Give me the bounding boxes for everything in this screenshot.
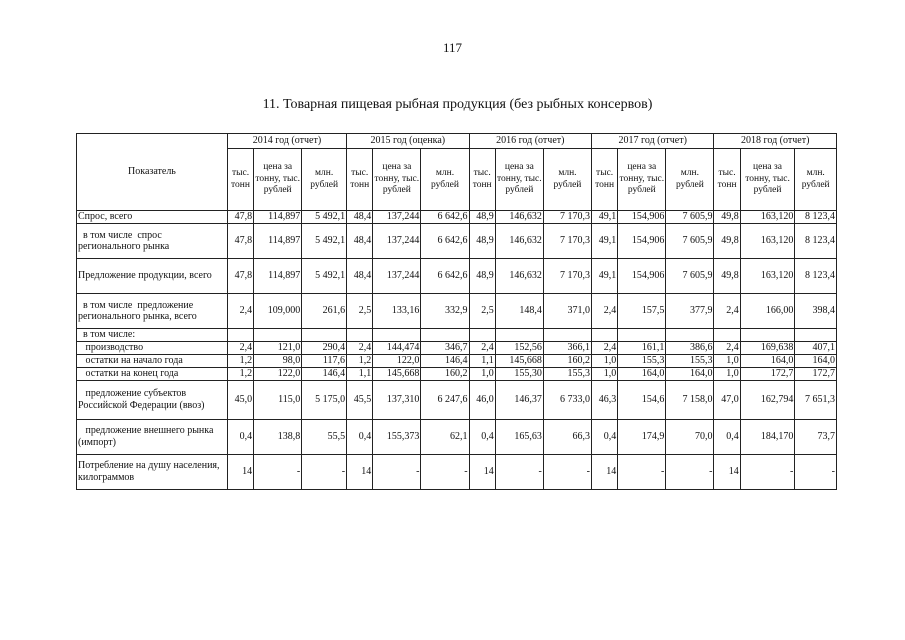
table-cell: 137,310 xyxy=(373,380,421,419)
table-cell: 7 158,0 xyxy=(666,380,714,419)
table-cell xyxy=(714,329,740,342)
table-cell: 155,3 xyxy=(666,354,714,367)
table-cell: 169,638 xyxy=(740,341,795,354)
table-cell: 49,1 xyxy=(592,224,618,259)
unit-header: цена за тонну, тыс. рублей xyxy=(740,149,795,211)
table-cell: 1,1 xyxy=(469,354,495,367)
table-cell: 14 xyxy=(227,454,253,489)
table-cell: 2,4 xyxy=(227,294,253,329)
table-cell: 2,5 xyxy=(469,294,495,329)
table-row xyxy=(77,224,837,259)
table-cell: 114,897 xyxy=(254,224,302,259)
table-cell: 14 xyxy=(469,454,495,489)
unit-header: тыс. тонн xyxy=(227,149,253,211)
table-cell: 55,5 xyxy=(302,419,347,454)
table-cell: 155,3 xyxy=(543,367,591,380)
table-cell: 1,0 xyxy=(592,354,618,367)
table-cell: 160,2 xyxy=(543,354,591,367)
table-cell: 152,56 xyxy=(495,341,543,354)
row-label: остатки на начало года xyxy=(77,354,228,367)
table-cell: 2,4 xyxy=(592,341,618,354)
table-cell: 122,0 xyxy=(373,354,421,367)
table-cell: 48,9 xyxy=(469,211,495,224)
table-cell: 1,0 xyxy=(469,367,495,380)
table-cell: 138,8 xyxy=(254,419,302,454)
table-cell: - xyxy=(495,454,543,489)
table-cell: - xyxy=(543,454,591,489)
table-cell: 115,0 xyxy=(254,380,302,419)
unit-header: тыс. тонн xyxy=(714,149,740,211)
table-cell: - xyxy=(666,454,714,489)
table-cell: 14 xyxy=(347,454,373,489)
table-cell: 0,4 xyxy=(469,419,495,454)
table-cell: 7 605,9 xyxy=(666,211,714,224)
table-cell: 46,0 xyxy=(469,380,495,419)
page-number: 117 xyxy=(442,40,463,55)
table-cell: 165,63 xyxy=(495,419,543,454)
row-label: в том числе спрос регионального рынка xyxy=(77,224,228,259)
unit-header: млн. рублей xyxy=(666,149,714,211)
table-cell: 371,0 xyxy=(543,294,591,329)
table-row xyxy=(77,259,837,294)
table-cell: 6 642,6 xyxy=(421,224,469,259)
table-cell: 145,668 xyxy=(373,367,421,380)
row-label: предложение субъектов Российской Федерации (ввоз) xyxy=(77,380,228,419)
table-cell: 157,5 xyxy=(618,294,666,329)
table-cell: 166,00 xyxy=(740,294,795,329)
table-cell: 137,244 xyxy=(373,224,421,259)
unit-header: цена за тонну, тыс. рублей xyxy=(618,149,666,211)
table-cell: 45,5 xyxy=(347,380,373,419)
table-cell: 184,170 xyxy=(740,419,795,454)
table-cell: 146,632 xyxy=(495,259,543,294)
table-row xyxy=(77,341,837,354)
row-label: Потребление на душу населения, килограммов xyxy=(77,454,228,489)
table-cell: 2,4 xyxy=(347,341,373,354)
table-cell: 146,37 xyxy=(495,380,543,419)
table-cell: 2,4 xyxy=(714,294,740,329)
unit-header: млн. рублей xyxy=(421,149,469,211)
unit-header: тыс. тонн xyxy=(347,149,373,211)
table-cell: 7 170,3 xyxy=(543,211,591,224)
table-cell: - xyxy=(373,454,421,489)
unit-header: тыс. тонн xyxy=(469,149,495,211)
table-cell: 146,632 xyxy=(495,211,543,224)
table-cell: 172,7 xyxy=(795,367,837,380)
table-cell: 6 733,0 xyxy=(543,380,591,419)
row-label: остатки на конец года xyxy=(77,367,228,380)
table-cell: 1,2 xyxy=(227,354,253,367)
table-cell: 1,0 xyxy=(592,367,618,380)
table-row xyxy=(77,211,837,224)
table-cell: 332,9 xyxy=(421,294,469,329)
year-header-row xyxy=(77,134,837,149)
table-cell: 0,4 xyxy=(714,419,740,454)
table-cell: 62,1 xyxy=(421,419,469,454)
table-cell xyxy=(421,329,469,342)
table-cell: 0,4 xyxy=(592,419,618,454)
table-cell: 14 xyxy=(592,454,618,489)
table-cell: 148,4 xyxy=(495,294,543,329)
table-cell: 145,668 xyxy=(495,354,543,367)
unit-header: млн. рублей xyxy=(302,149,347,211)
table-cell xyxy=(795,329,837,342)
table-cell: 2,4 xyxy=(469,341,495,354)
table-cell: 7 651,3 xyxy=(795,380,837,419)
table-cell: 121,0 xyxy=(254,341,302,354)
table-cell: 0,4 xyxy=(347,419,373,454)
table-cell: 160,2 xyxy=(421,367,469,380)
table-cell: - xyxy=(740,454,795,489)
table-cell: 174,9 xyxy=(618,419,666,454)
table-cell: 154,906 xyxy=(618,211,666,224)
table-row xyxy=(77,294,837,329)
table-cell: 164,0 xyxy=(618,367,666,380)
table-cell: 2,4 xyxy=(227,341,253,354)
table-cell: 7 170,3 xyxy=(543,259,591,294)
row-label: в том числе предложение регионального рынка, всего xyxy=(77,294,228,329)
table-cell: 407,1 xyxy=(795,341,837,354)
table-row xyxy=(77,329,837,342)
table-cell xyxy=(543,329,591,342)
table-cell: 47,8 xyxy=(227,224,253,259)
table-cell: 6 642,6 xyxy=(421,259,469,294)
table-cell xyxy=(666,329,714,342)
table-cell: 1,2 xyxy=(347,354,373,367)
table-cell: 137,244 xyxy=(373,211,421,224)
table-cell xyxy=(373,329,421,342)
table-cell: 154,6 xyxy=(618,380,666,419)
table-cell: 48,4 xyxy=(347,259,373,294)
table-cell xyxy=(495,329,543,342)
row-label: Предложение продукции, всего xyxy=(77,259,228,294)
table-cell: 366,1 xyxy=(543,341,591,354)
year-header: 2015 год (оценка) xyxy=(347,134,469,149)
table-cell: 8 123,4 xyxy=(795,224,837,259)
table-cell xyxy=(254,329,302,342)
table-cell: 1,1 xyxy=(347,367,373,380)
table-cell: 114,897 xyxy=(254,259,302,294)
table-body xyxy=(77,211,837,490)
table-cell: 47,8 xyxy=(227,211,253,224)
table-cell: 5 175,0 xyxy=(302,380,347,419)
unit-header: тыс. тонн xyxy=(592,149,618,211)
table-cell: 49,1 xyxy=(592,211,618,224)
table-cell xyxy=(302,329,347,342)
table-cell: 162,794 xyxy=(740,380,795,419)
table-cell: 146,4 xyxy=(421,354,469,367)
table-cell: 14 xyxy=(714,454,740,489)
table-cell: 48,9 xyxy=(469,259,495,294)
table-cell: 49,1 xyxy=(592,259,618,294)
row-label: в том числе: xyxy=(77,329,228,342)
table-cell: 1,0 xyxy=(714,367,740,380)
table-cell: 70,0 xyxy=(666,419,714,454)
table-cell: 98,0 xyxy=(254,354,302,367)
unit-header: млн. рублей xyxy=(795,149,837,211)
table-cell: 164,0 xyxy=(795,354,837,367)
table-row xyxy=(77,354,837,367)
table-cell: 155,3 xyxy=(618,354,666,367)
table-cell: 377,9 xyxy=(666,294,714,329)
table-cell: 2,4 xyxy=(714,341,740,354)
table-cell: 163,120 xyxy=(740,211,795,224)
table-cell: 0,4 xyxy=(227,419,253,454)
table-cell: 163,120 xyxy=(740,259,795,294)
table-cell: 2,4 xyxy=(592,294,618,329)
table-row xyxy=(77,419,837,454)
table-cell: 155,373 xyxy=(373,419,421,454)
table-cell: 398,4 xyxy=(795,294,837,329)
unit-header: млн. рублей xyxy=(543,149,591,211)
unit-header: цена за тонну, тыс. рублей xyxy=(254,149,302,211)
table-cell: 7 605,9 xyxy=(666,224,714,259)
table-cell: 137,244 xyxy=(373,259,421,294)
table-cell: 5 492,1 xyxy=(302,259,347,294)
row-label: производство xyxy=(77,341,228,354)
table-cell: 8 123,4 xyxy=(795,259,837,294)
indicator-header: Показатель xyxy=(77,134,228,211)
row-label: Спрос, всего xyxy=(77,211,228,224)
table-row xyxy=(77,454,837,489)
table-cell: 164,0 xyxy=(740,354,795,367)
table-cell: 49,8 xyxy=(714,211,740,224)
table-cell: 49,8 xyxy=(714,259,740,294)
table-cell: 8 123,4 xyxy=(795,211,837,224)
table-cell xyxy=(469,329,495,342)
table-cell: 6 247,6 xyxy=(421,380,469,419)
table-cell: 48,4 xyxy=(347,224,373,259)
table-cell: 45,0 xyxy=(227,380,253,419)
table-cell: - xyxy=(618,454,666,489)
year-header: 2016 год (отчет) xyxy=(469,134,591,149)
table-cell: 73,7 xyxy=(795,419,837,454)
table-cell: 7 170,3 xyxy=(543,224,591,259)
table-cell: 49,8 xyxy=(714,224,740,259)
table-cell: 5 492,1 xyxy=(302,211,347,224)
table-cell: 109,000 xyxy=(254,294,302,329)
table-cell: 66,3 xyxy=(543,419,591,454)
table-cell: - xyxy=(795,454,837,489)
table-cell: 48,4 xyxy=(347,211,373,224)
year-header: 2017 год (отчет) xyxy=(592,134,714,149)
table-cell: 122,0 xyxy=(254,367,302,380)
table-cell: 146,4 xyxy=(302,367,347,380)
document-title: 11. Товарная пищевая рыбная продукция (без рыбных консервов) xyxy=(262,97,653,112)
year-header: 2014 год (отчет) xyxy=(227,134,346,149)
table-cell: 1,0 xyxy=(714,354,740,367)
table-cell: 114,897 xyxy=(254,211,302,224)
table-cell: 172,7 xyxy=(740,367,795,380)
table-cell: 2,5 xyxy=(347,294,373,329)
fish-products-table xyxy=(76,133,837,490)
table-cell: - xyxy=(421,454,469,489)
table-cell: 7 605,9 xyxy=(666,259,714,294)
table-cell: 46,3 xyxy=(592,380,618,419)
table-cell: - xyxy=(302,454,347,489)
table-cell xyxy=(347,329,373,342)
table-cell: 261,6 xyxy=(302,294,347,329)
table-row xyxy=(77,367,837,380)
table-cell: 47,0 xyxy=(714,380,740,419)
table-cell: 161,1 xyxy=(618,341,666,354)
table-row xyxy=(77,380,837,419)
unit-header: цена за тонну, тыс. рублей xyxy=(373,149,421,211)
table-cell: 154,906 xyxy=(618,224,666,259)
table-cell xyxy=(740,329,795,342)
year-header: 2018 год (отчет) xyxy=(714,134,837,149)
unit-header: цена за тонну, тыс. рублей xyxy=(495,149,543,211)
table-cell xyxy=(592,329,618,342)
table-cell xyxy=(227,329,253,342)
table-cell: 290,4 xyxy=(302,341,347,354)
table-cell: 163,120 xyxy=(740,224,795,259)
table-cell xyxy=(618,329,666,342)
table-cell: 48,9 xyxy=(469,224,495,259)
table-cell: 154,906 xyxy=(618,259,666,294)
table-cell: 47,8 xyxy=(227,259,253,294)
table-cell: 117,6 xyxy=(302,354,347,367)
row-label: предложение внешнего рынка (импорт) xyxy=(77,419,228,454)
table-cell: 386,6 xyxy=(666,341,714,354)
table-cell: 164,0 xyxy=(666,367,714,380)
table-cell: 146,632 xyxy=(495,224,543,259)
table-cell: 133,16 xyxy=(373,294,421,329)
table-cell: - xyxy=(254,454,302,489)
table-cell: 155,30 xyxy=(495,367,543,380)
table-cell: 1,2 xyxy=(227,367,253,380)
table-cell: 346,7 xyxy=(421,341,469,354)
table-cell: 6 642,6 xyxy=(421,211,469,224)
table-cell: 144,474 xyxy=(373,341,421,354)
table-cell: 5 492,1 xyxy=(302,224,347,259)
